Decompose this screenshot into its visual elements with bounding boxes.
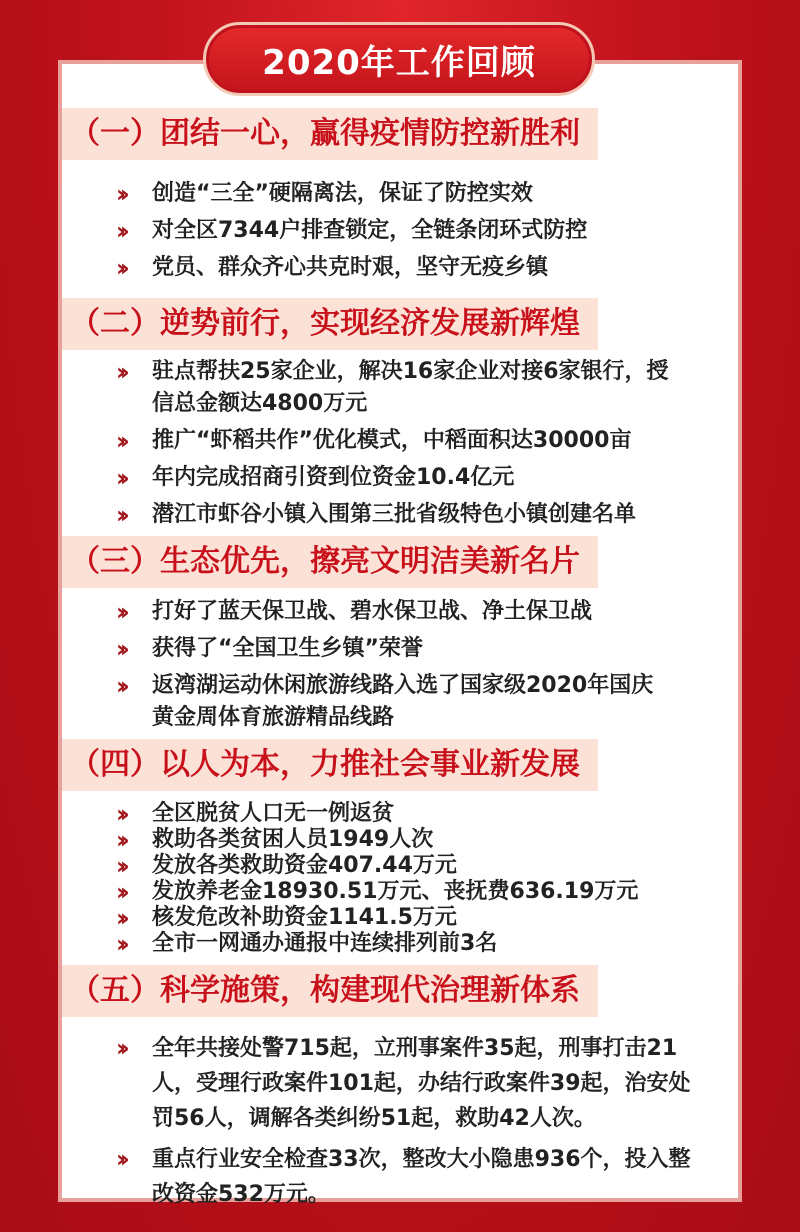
double-chevron-right-icon: ›› (116, 501, 124, 529)
section-items (116, 178, 738, 284)
section-2 (62, 298, 738, 531)
double-chevron-right-icon: ›› (116, 635, 124, 663)
section-heading: （三）生态优先，擦亮文明洁美新名片 (62, 536, 598, 588)
list-item: ›› 发放养老金18930.51万元、丧抚费636.19万元 (116, 878, 639, 906)
double-chevron-right-icon: ›› (116, 852, 124, 880)
section-heading: （一）团结一心，赢得疫情防控新胜利 (62, 108, 598, 160)
section-items (116, 356, 738, 531)
list-item: ›› 全市一网通办通报中连续排列前3名 (116, 930, 498, 958)
double-chevron-right-icon: ›› (116, 358, 124, 386)
double-chevron-right-icon: ›› (116, 598, 124, 626)
list-item: ›› 创造“三全”硬隔离法，保证了防控实效 (116, 180, 533, 208)
section-items (116, 1031, 738, 1212)
section-1 (62, 108, 738, 284)
double-chevron-right-icon: ›› (116, 930, 124, 958)
section-heading: （五）科学施策，构建现代治理新体系 (62, 965, 598, 1017)
list-item: ›› 潜江市虾谷小镇入围第三批省级特色小镇创建名单 (116, 501, 637, 529)
list-item: ›› 核发危改补助资金1141.5万元 (116, 904, 457, 932)
section-items (116, 801, 738, 957)
list-item: ›› 对全区7344户排查锁定，全链条闭环式防控 (116, 217, 588, 245)
double-chevron-right-icon: ›› (116, 1145, 124, 1173)
list-item: ›› 重点行业安全检查33次，整改大小隐患936个，投入整改资金532万元。 (116, 1142, 692, 1212)
list-item: ›› 打好了蓝天保卫战、碧水保卫战、净土保卫战 (116, 598, 593, 626)
section-5 (62, 965, 738, 1212)
double-chevron-right-icon: ›› (116, 427, 124, 455)
list-item: ›› 救助各类贫困人员1949人次 (116, 826, 434, 854)
section-3 (62, 536, 738, 734)
review-content (62, 100, 738, 1218)
double-chevron-right-icon: ›› (116, 464, 124, 492)
double-chevron-right-icon: ›› (116, 672, 124, 700)
list-item: ›› 获得了“全国卫生乡镇”荣誉 (116, 635, 423, 663)
double-chevron-right-icon: ›› (116, 904, 124, 932)
double-chevron-right-icon: ›› (116, 1034, 124, 1062)
list-item: ›› 党员、群众齐心共克时艰，坚守无疫乡镇 (116, 254, 549, 282)
list-item: ›› 年内完成招商引资到位资金10.4亿元 (116, 464, 515, 492)
double-chevron-right-icon: ›› (116, 180, 124, 208)
section-heading: （四）以人为本，力推社会事业新发展 (62, 739, 598, 791)
list-item: ›› 返湾湖运动休闲旅游线路入选了国家级2020年国庆黄金周体育旅游精品线路 (116, 672, 654, 730)
section-items (116, 596, 738, 734)
section-4 (62, 739, 738, 957)
double-chevron-right-icon: ›› (116, 878, 124, 906)
list-item: ›› 全区脱贫人口无一例返贫 (116, 800, 395, 828)
double-chevron-right-icon: ›› (116, 217, 124, 245)
list-item: ›› 全年共接处警715起，立刑事案件35起，刑事打击21人，受理行政案件101起，办结行政案件39起，治安处罚56人，调解各类纠纷51起，救助42人次。 (116, 1031, 692, 1136)
double-chevron-right-icon: ›› (116, 254, 124, 282)
list-item: ›› 推广“虾稻共作”优化模式，中稻面积达30000亩 (116, 427, 632, 455)
double-chevron-right-icon: ›› (116, 800, 124, 828)
section-heading: （二）逆势前行，实现经济发展新辉煌 (62, 298, 598, 350)
list-item: ›› 发放各类救助资金407.44万元 (116, 852, 457, 880)
page-title: 2020年工作回顾 (203, 22, 595, 96)
double-chevron-right-icon: ›› (116, 826, 124, 854)
list-item: ›› 驻点帮扶25家企业，解决16家企业对接6家银行，授信总金额达4800万元 (116, 358, 669, 416)
